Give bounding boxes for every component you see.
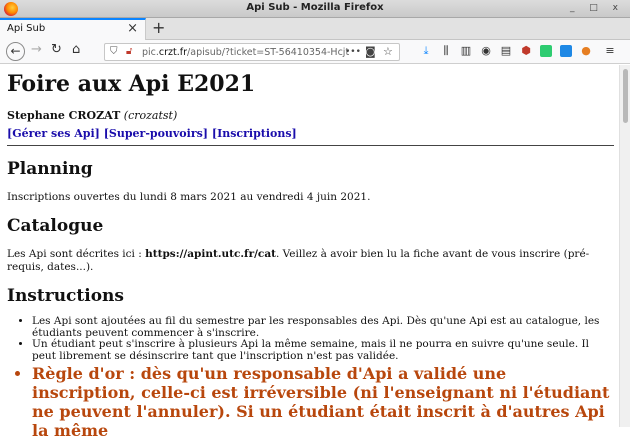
planning-heading: Planning bbox=[7, 159, 93, 179]
reload-button[interactable]: ↻ bbox=[51, 42, 62, 57]
back-button[interactable]: ← bbox=[6, 42, 25, 61]
library-icon[interactable]: ⫼ bbox=[443, 44, 449, 57]
tab-strip bbox=[0, 18, 630, 40]
instructions-heading: Instructions bbox=[7, 286, 124, 306]
url-text[interactable]: pic.crzt.fr/apisub/?ticket=ST-56410354-Hcjt bbox=[142, 47, 350, 58]
catalogue-heading: Catalogue bbox=[7, 216, 104, 236]
extension-green-icon[interactable] bbox=[540, 45, 552, 57]
screenshot-icon[interactable]: ▤ bbox=[500, 44, 512, 57]
insecure-lock-icon[interactable]: 🔓︎ bbox=[126, 46, 133, 57]
account-icon[interactable]: ◉ bbox=[481, 44, 491, 57]
page-title: Foire aux Api E2021 bbox=[7, 71, 256, 97]
tab-api-sub[interactable] bbox=[0, 18, 146, 40]
menu-icon[interactable]: ≡ bbox=[605, 44, 615, 57]
close-tab-icon[interactable]: × bbox=[127, 21, 138, 36]
tab-title: Api Sub bbox=[7, 23, 46, 34]
horizontal-rule bbox=[7, 145, 614, 146]
page-actions-button[interactable]: ••• bbox=[345, 47, 361, 57]
page-content bbox=[0, 65, 619, 440]
golden-rule-item: • Règle d'or : dès qu'un responsable d'Api a validé une inscription, celle-ci est irréversible (ni l'enseignant ni l'étudiant ne peuvent l'annuler). Si un étudiant était inscrit à d'autres Api la même bbox=[32, 364, 613, 440]
window-titlebar bbox=[0, 0, 630, 18]
planning-text: Inscriptions ouvertes du lundi 8 mars 2021 au vendredi 4 juin 2021. bbox=[7, 191, 371, 203]
window-title: Api Sub - Mozilla Firefox bbox=[246, 2, 384, 13]
link-registrations[interactable]: [Inscriptions] bbox=[211, 127, 297, 140]
link-superpowers[interactable]: [Super-pouvoirs] bbox=[103, 127, 209, 140]
new-tab-button[interactable]: + bbox=[152, 18, 166, 37]
catalogue-text: Les Api sont décrites ici : https://apint.utc.fr/cat. Veillez à avoir bien lu la fiche avant de vous inscrire (pré-requis, dates...). bbox=[7, 248, 590, 273]
navigation-toolbar bbox=[0, 40, 630, 64]
vertical-scrollbar[interactable] bbox=[619, 65, 630, 427]
catalogue-link[interactable]: https://apint.utc.fr/cat bbox=[145, 248, 276, 260]
extension-blue-icon[interactable] bbox=[560, 45, 572, 57]
forward-button[interactable]: → bbox=[31, 42, 42, 57]
bookmark-star-icon[interactable]: ☆ bbox=[383, 45, 393, 58]
list-item: • Les Api sont ajoutées au fil du semestre par les responsables des Api. Dès qu'une Api est au catalogue, les étudiants peuvent commencer à s'inscrire. bbox=[32, 316, 613, 339]
author-line bbox=[7, 109, 177, 122]
shield-icon[interactable]: ⛉ bbox=[110, 46, 118, 57]
url-bar[interactable] bbox=[104, 43, 400, 61]
author-login: (crozatst) bbox=[123, 109, 178, 122]
home-button[interactable]: ⌂ bbox=[72, 42, 81, 57]
sidebar-icon[interactable]: ▥ bbox=[460, 44, 472, 57]
pocket-icon[interactable]: ◙ bbox=[365, 45, 376, 58]
list-item: • Un étudiant peut s'inscrire à plusieurs Api la même semaine, mais il ne pourra en suivre qu'une seule. Il peut librement se désinscrire tant que l'inscription n'est pas validée. bbox=[32, 339, 613, 362]
window-controls[interactable]: _ □ x bbox=[569, 3, 624, 13]
download-icon[interactable]: ⤓ bbox=[423, 44, 429, 57]
instructions-list bbox=[18, 316, 613, 440]
ublock-icon[interactable]: ⬢ bbox=[521, 44, 531, 57]
extension-orange-icon[interactable]: ● bbox=[581, 44, 591, 57]
action-links bbox=[7, 127, 297, 140]
author-name: Stephane CROZAT bbox=[7, 109, 121, 122]
scrollbar-thumb[interactable] bbox=[623, 69, 628, 123]
link-manage-api[interactable]: [Gérer ses Api] bbox=[7, 127, 100, 140]
